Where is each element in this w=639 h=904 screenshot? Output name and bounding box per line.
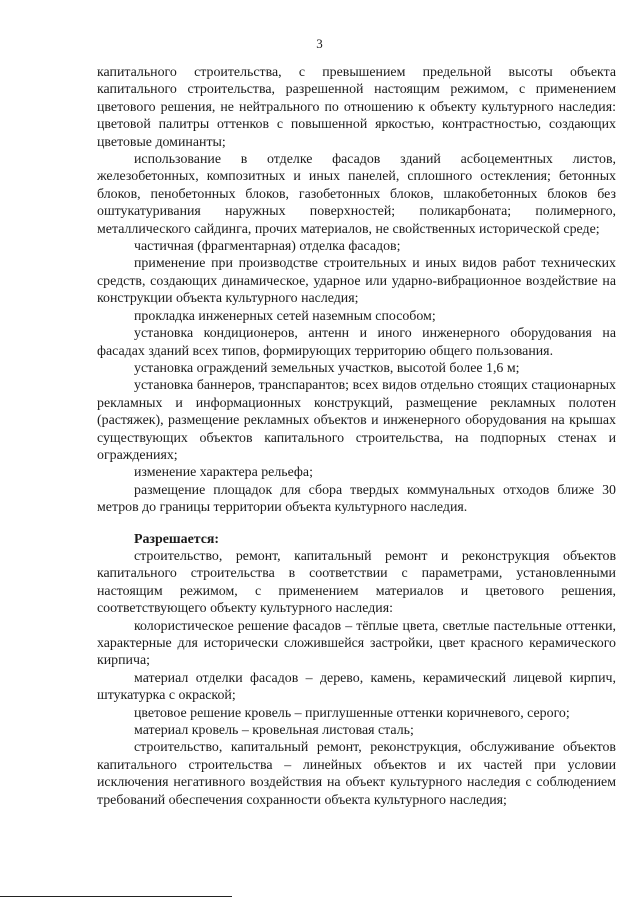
section-heading: Разрешается: (134, 531, 220, 547)
paragraph: установка кондиционеров, антенн и иного инженерного оборудования на фасадах зданий всех типов, формирующих территорию общего пользования. (97, 326, 616, 359)
paragraph: колористическое решение фасадов – тёплые цвета, светлые пастельные оттенки, характерные для исторически сложившейся застройки, цвет красного керамического кирпича; (97, 618, 616, 669)
paragraph: частичная (фрагментарная) отделка фасадов; (134, 239, 401, 255)
paragraph: прокладка инженерных сетей наземным способом; (134, 308, 436, 324)
paragraph: материал отделки фасадов – дерево, камень, керамический лицевой кирпич, штукатурка с окраской; (97, 670, 616, 704)
paragraph: капитального строительства, с превышением предельной высоты объекта капитального строительства, разрешенной настоящим режимом, с применением цветового решения, не нейтрального по отношению к объекту культурного наследия: цветовой палитры оттенков с повышенной яркостью, контрастностью, создающих цветовые доминанты; (97, 65, 616, 150)
paragraph: установка ограждений земельных участков, высотой более 1,6 м; (134, 360, 520, 376)
paragraph: строительство, капитальный ремонт, реконструкция, обслуживание объектов капитального строительства – линейных объектов и их частей при условии исключения негативного воздействия на объект культурного наследия с соблюдением требований обеспечения сохранности объекта культурного наследия; (97, 740, 616, 808)
page-number: 3 (316, 36, 323, 51)
paragraph: строительство, ремонт, капитальный ремонт и реконструкция объектов капитального строительства в соответствии с параметрами, установленными настоящим режимом, с применением материалов и цветового решения, соответствующего объекту культурного наследия: (97, 548, 616, 617)
document-body (97, 64, 616, 809)
paragraph: размещение площадок для сбора твердых коммунальных отходов ближе 30 метров до границы территории объекта культурного наследия. (97, 482, 616, 516)
footer-rule (0, 896, 232, 897)
paragraph: установка баннеров, транспарантов; всех видов отдельно стоящих стационарных рекламных и информационных конструкций, размещение рекламных полотен (растяжек), размещение рекламных объектов и инженерного оборудования на крышах существующих объектов капитального строительства, на подпорных стенах и ограждениях; (97, 378, 616, 463)
paragraph: цветовое решение кровель – приглушенные оттенки коричневого, серого; (134, 705, 570, 721)
paragraph: использование в отделке фасадов зданий асбоцементных листов, железобетонных, композитных и иных панелей, сплошного остекления; бетонных блоков, пенобетонных блоков, газобетонных блоков, шлакобетонных блоков без оштукатуривания наружных поверхностей; поликарбоната; полимерного, металлического сайдинга, прочих материалов, не свойственных исторической среде; (97, 152, 616, 237)
paragraph: изменение характера рельефа; (134, 465, 313, 481)
paragraph: материал кровель – кровельная листовая сталь; (134, 723, 414, 739)
paragraph: применение при производстве строительных и иных видов работ технических средств, создающих динамическое, ударное или ударно-вибрационное воздействие на конструкции объекта культурного наследия; (97, 256, 616, 307)
